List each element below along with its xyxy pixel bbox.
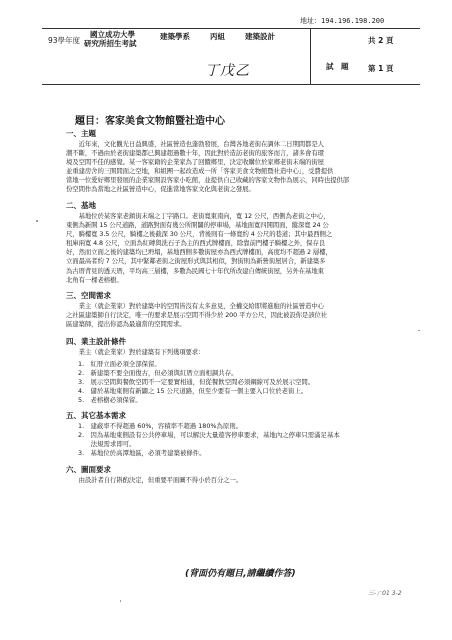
paragraph-line: 由設計者自行斟酌決定，但重要平面圖不得小於百分之一。	[66, 476, 243, 484]
section-body-theme	[66, 140, 396, 195]
department-name: 建築學系	[160, 32, 190, 41]
paragraph-line: 基地位於某客家老鎮街末端之丁字路口。老街寬東南向，寬 12 公尺，西側為老街之中心，	[66, 212, 330, 220]
section-heading-space: 三、空間需求	[66, 291, 111, 300]
paragraph-line: 業主（就企業家）對於建築中的空間皆沒有太多意見，全權交給即將進駐的社區營造中心	[66, 302, 324, 310]
header-divider	[310, 28, 311, 84]
total-pages: 共 2 頁	[368, 36, 394, 45]
list-item: 1. 建蔽率不得超過 60%，容積率不超過 180%為原則。	[78, 422, 243, 430]
list-item: 5. 老榕樹必須保留。	[78, 396, 142, 405]
question-title: 題目：客家美食文物館暨社造中心	[75, 116, 225, 127]
list-item: 4. 儲於基地東側有新闢之 15 公尺道路，但至少要有一個主要入口位於老街上。	[78, 387, 308, 396]
section-body-drawings	[66, 476, 396, 485]
handwritten-page-note: 三-ㄏ01 3-2	[368, 590, 402, 597]
paragraph-line: 並重建房舍的三開間面之空地，和組團一起改造成一所「客家美食文物館暨社造中心」，受費提供	[66, 167, 334, 176]
section-heading-site: 二、基地	[66, 201, 96, 210]
scan-speck	[418, 330, 420, 331]
paragraph-line: 業主（就企業家）對於建築有下列幾項要求：	[66, 348, 205, 356]
exam-label: 試 題	[326, 62, 349, 71]
paragraph-line: 立面最高者約 7 公尺，其中緊鄰老街之街屋形式與其相似，對街則為新營街屋居合，新建築多	[66, 257, 326, 266]
scan-speck	[36, 220, 38, 222]
header-bottom-rule	[42, 84, 420, 85]
paragraph-line: 為古厝背見的透天厝，平均高三層樓，多數為民國七十年代所改建自傳統街屋，另外在基地東	[66, 266, 324, 275]
paragraph-line: 當地一位愛好鄉里發展的企業家開設客家小吃館，並提供自己收藏的客家文物作為展示，同時也提供部	[66, 176, 350, 185]
continue-note: (背面仍有題目,請繼續作答)	[185, 569, 296, 579]
paragraph-line: 境及空間不佳的感覺。某一客家籍的企業家為了回饋鄉里，決定收購位於家鄉老街末端的街屋	[66, 158, 324, 167]
exam-address: 地址：194.196.198.200	[300, 17, 385, 25]
header-top-rule	[42, 28, 420, 29]
section-heading-basic: 五、其它基本需求	[66, 411, 126, 420]
page-number: 第 1 頁	[368, 64, 394, 73]
paragraph-line: 東側為新開 15 公尺道路，道路對面有幾公所開闢的停車場，基地面寬四開間面，縱深寬 24 公	[66, 221, 329, 230]
paragraph-line: 潮不斷，不過由於老街建築都已興建超過數十年，因此對於造訪老街的旅客而言，諸多會有環	[66, 149, 324, 158]
paragraph-line: 尺，騎樓寬 3.5 公尺，騎樓之後截深 30 公尺，背後則有一條寬約 4 公尺的巷道；其中最西側之	[66, 230, 333, 239]
section-heading-client: 四、業主設計條件	[66, 337, 126, 346]
paragraph-line: 租庫兩寬 4.8 公尺，立面為紅磚與洗石子為主的西式牌樓面，除靠前門樓子騎樓之外，保存良	[66, 239, 326, 248]
section-body-site	[66, 212, 396, 285]
paragraph-line: 北角有一棵老榕樹。	[66, 275, 123, 284]
section-heading-drawings: 六、圖面要求	[66, 465, 111, 474]
list-item: 2. 新建築不要全面復古，但必須與紅厝立面相調共存。	[78, 369, 238, 378]
group-name: 丙組	[210, 32, 225, 41]
client-requirements-list	[78, 360, 398, 405]
school-name: 國立成功大學	[90, 30, 135, 39]
exam-year: 93學年度	[48, 36, 81, 45]
basic-requirements-list	[78, 422, 398, 458]
list-item: 3. 展示空間與餐飲空間不一定要實相通，但從餐飲空間必須鋼線可及於展示空間。	[78, 378, 315, 387]
subject-name: 建築設計	[245, 32, 275, 41]
list-item: 法規需求即可。	[78, 440, 136, 449]
section-body-space	[66, 302, 396, 329]
paragraph-line: 份空間作為當地之社區營造中心，促進當地客家文化與老街之發展。	[66, 185, 255, 194]
list-item: 1. 紅厝立面必須全部保留。	[78, 360, 161, 368]
section-body-client	[66, 348, 396, 357]
scan-speck	[120, 600, 121, 602]
exam-name: 研究所招生考試	[84, 39, 137, 48]
list-item: 2. 因為基地東側設有公共停車場，可以解決大量遊客停車要求，基地內之停車只需滿足基本	[78, 431, 340, 440]
paragraph-line: 之社區建築師自行決定，唯一的要求是展示空間不得少於 200 平方公尺，因此被設你是該位社	[66, 311, 328, 320]
paragraph-line: 區建築師，提出你認為最適當的空間需求。	[66, 320, 186, 329]
handwritten-stamp: 丁戊乙	[205, 63, 250, 79]
paragraph-line: 好，然而立面之後的建築均已坍塌，基地西側多數街屋亦為西式牌樓面，高度均不超過 2 層樓，	[66, 248, 332, 257]
section-heading-theme: 一、主題	[66, 129, 96, 138]
list-item: 3. 基地位於高潭地區，必須考建築被條件。	[78, 449, 206, 458]
paragraph-line: 近年來，文化觀光日益興盛，社區營造也蓬勃發展，台灣各地老街在調休二日期間都是人	[66, 140, 324, 148]
